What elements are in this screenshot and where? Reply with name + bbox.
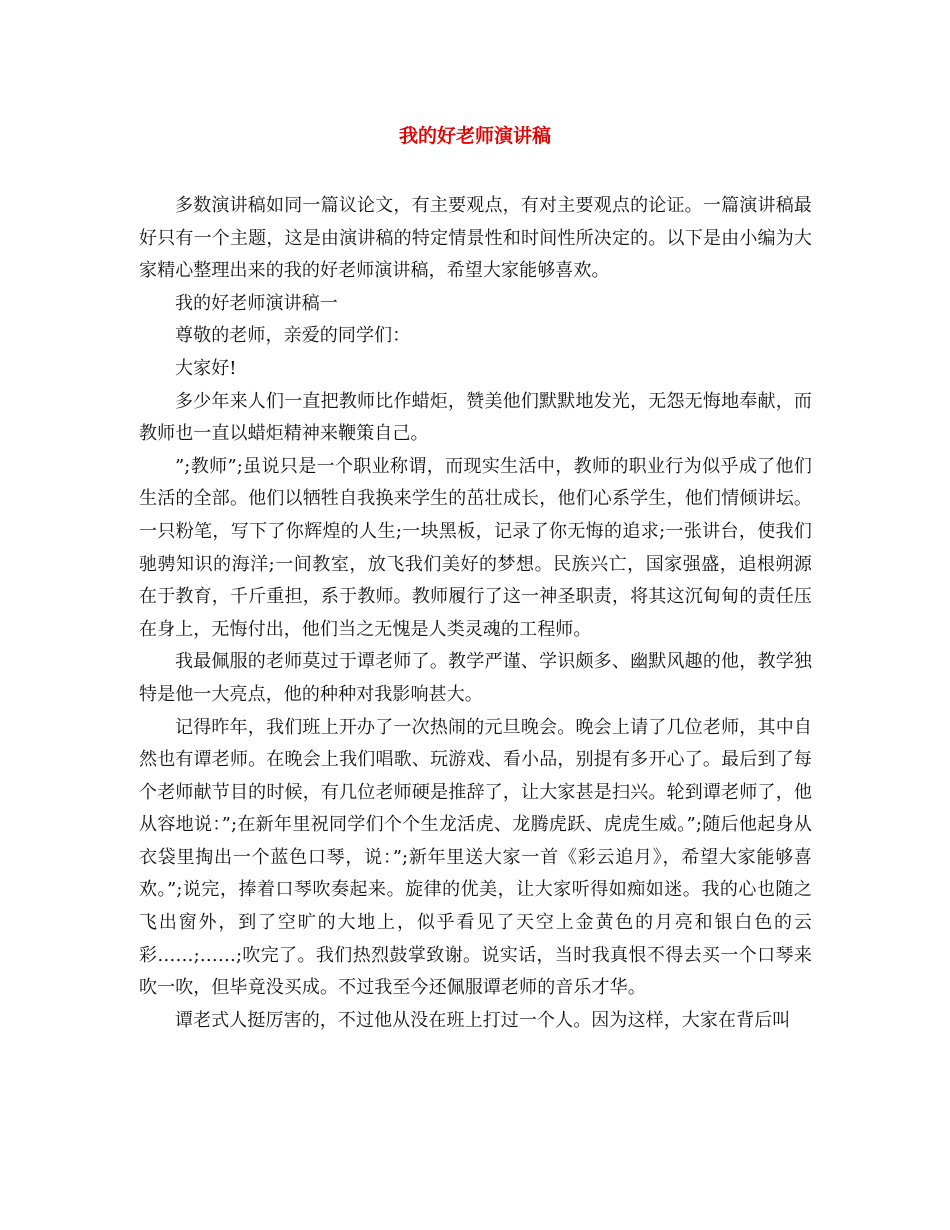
paragraph-speech-heading: 我的好老师演讲稿一: [175, 292, 338, 314]
paragraph-teacher-tan: 我最佩服的老师莫过于谭老师了。教学严谨、学识颇多、幽默风趣的他，教学独特是他一大亮点，他的种种对我影响甚大。: [139, 651, 812, 705]
paragraph-new-year-party: 记得昨年，我们班上开办了一次热闹的元旦晚会。晚会上请了几位老师，其中自然也有谭老师。在晚会上我们唱歌、玩游戏、看小品，别提有多开心了。最后到了每个老师献节目的时候，有几位老师硬是推辞了，让大家甚是扫兴。轮到谭老师了，他从容地说：”;在新年里祝同学们个个生龙活虎、龙腾虎跃、虎虎生威。”;随后他起身从衣袋里掏出一个蓝色口琴，说：”;新年里送大家一首《彩云追月》，希望大家能够喜欢。”;说完，捧着口琴吹奏起来。旋律的优美，让大家听得如痴如迷。我的心也随之飞出窗外，到了空旷的大地上，似乎看见了天空上金黄色的月亮和银白色的云彩……;……;吹完了。我们热烈鼓掌致谢。说实话，当时我真恨不得去买一个口琴来吹一吹，但毕竟没买成。不过我至今还佩服谭老师的音乐才华。: [139, 716, 812, 999]
paragraph-candle: 多少年来人们一直把教师比作蜡炬，赞美他们默默地发光，无怨无悔地奉献，而教师也一直以蜡炬精神来鞭策自己。: [139, 390, 812, 445]
paragraph-greeting: 大家好!: [175, 357, 237, 379]
paragraph-intro: 多数演讲稿如同一篇议论文，有主要观点，有对主要观点的论证。一篇演讲稿最好只有一个主题，这是由演讲稿的特定情景性和时间性所决定的。以下是由小编为大家精心整理出来的我的好老师演讲稿，希望大家能够喜欢。: [139, 195, 812, 282]
paragraph-last: 谭老式人挺厉害的，不过他从没在班上打过一个人。因为这样，大家在背后叫: [175, 1009, 791, 1031]
document-body: [139, 190, 812, 1037]
document-title: 我的好老师演讲稿: [398, 125, 551, 147]
paragraph-salutation: 尊敬的老师，亲爱的同学们：: [175, 325, 411, 347]
paragraph-teacher-role: ”;教师”;虽说只是一个职业称谓，而现实生活中，教师的职业行为似乎成了他们生活的全部。他们以牺牲自我换来学生的茁壮成长，他们心系学生，他们情倾讲坛。一只粉笔，写下了你辉煌的人生;一块黑板，记录了你无悔的追求;一张讲台，使我们驰骋知识的海洋;一间教室，放飞我们美好的梦想。民族兴亡，国家强盛，追根朔源在于教育，千斤重担，系于教师。教师履行了这一神圣职责，将其这沉甸甸的责任压在身上，无悔付出，他们当之无愧是人类灵魂的工程师。: [139, 455, 812, 640]
